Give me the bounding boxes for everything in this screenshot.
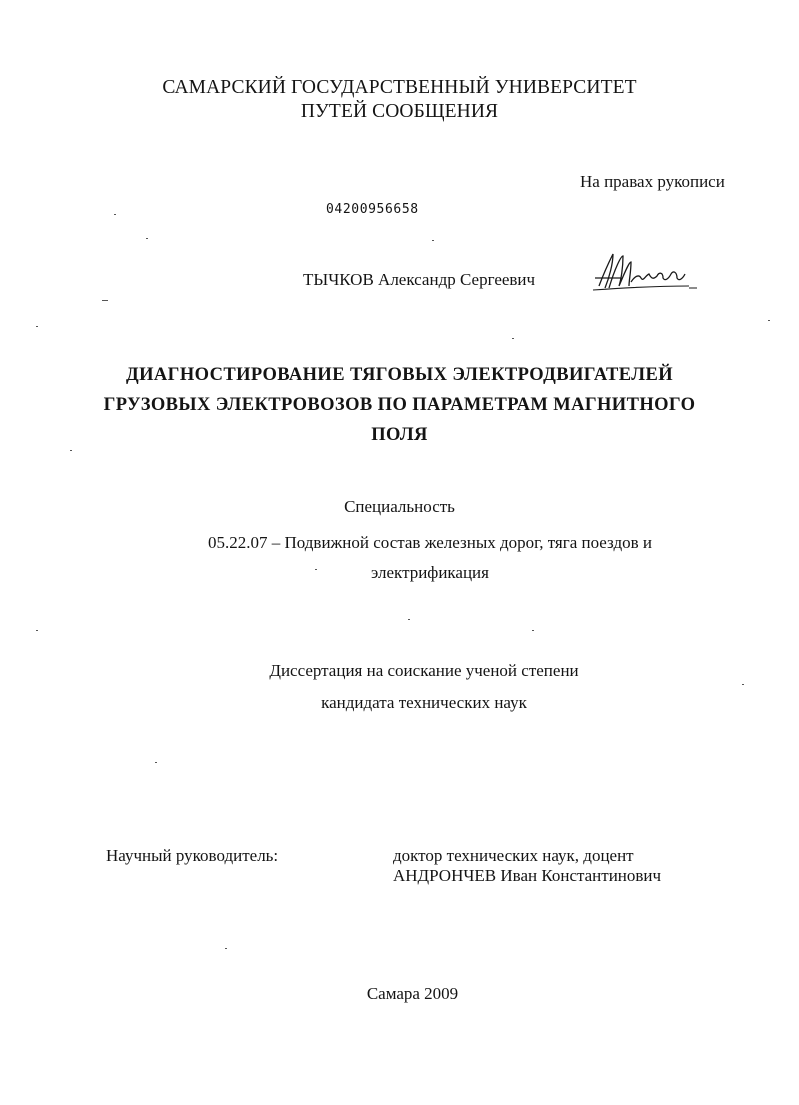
scan-speck [768,320,770,321]
supervisor-label: Научный руководитель: [106,846,279,865]
institution-line-1: САМАРСКИЙ ГОСУДАРСТВЕННЫЙ УНИВЕРСИТЕТ [162,77,637,98]
scan-speck [225,948,227,949]
supervisor-credentials: доктор технических наук, доцент [393,846,634,865]
manuscript-rights-note: На правах рукописи [580,172,725,191]
author-name: ТЫЧКОВ Александр Сергеевич [303,270,536,289]
institution-name [0,76,799,124]
specialty-line-2: электрификация [371,563,489,582]
scan-speck [36,630,38,631]
scan-speck [70,450,72,451]
supervisor-info [393,846,661,886]
specialty-description [160,528,700,588]
title-line-2: ГРУЗОВЫХ ЭЛЕКТРОВОЗОВ ПО ПАРАМЕТРАМ МАГНИТНОГО [103,395,696,415]
scan-speck [114,214,116,215]
degree-statement [0,655,799,719]
specialty-line-1: 05.22.07 – Подвижной состав железных дорог, тяга поездов и [207,533,652,552]
scan-speck [532,630,534,631]
city-year: Самара 2009 [366,984,459,1003]
scan-speck [146,238,148,239]
degree-line-2: кандидата технических наук [321,693,527,712]
scan-speck [102,300,108,301]
handwritten-signature [591,248,701,298]
degree-line-1: Диссертация на соискание ученой степени [269,661,579,680]
title-line-1: ДИАГНОСТИРОВАНИЕ ТЯГОВЫХ ЭЛЕКТРОДВИГАТЕЛЕЙ [125,365,673,385]
scan-speck [432,240,434,241]
scan-speck [742,684,744,685]
scan-speck [408,619,410,620]
title-line-3: ПОЛЯ [371,425,428,445]
institution-line-2: ПУТЕЙ СООБЩЕНИЯ [300,101,499,122]
scan-speck [36,326,38,327]
dissertation-title [0,360,799,450]
catalog-code: 04200956658 [326,202,419,217]
scan-speck [315,569,317,570]
scan-speck [512,338,514,339]
supervisor-name: АНДРОНЧЕВ Иван Константинович [393,866,662,885]
specialty-label: Специальность [344,497,455,516]
scan-speck [155,762,157,763]
